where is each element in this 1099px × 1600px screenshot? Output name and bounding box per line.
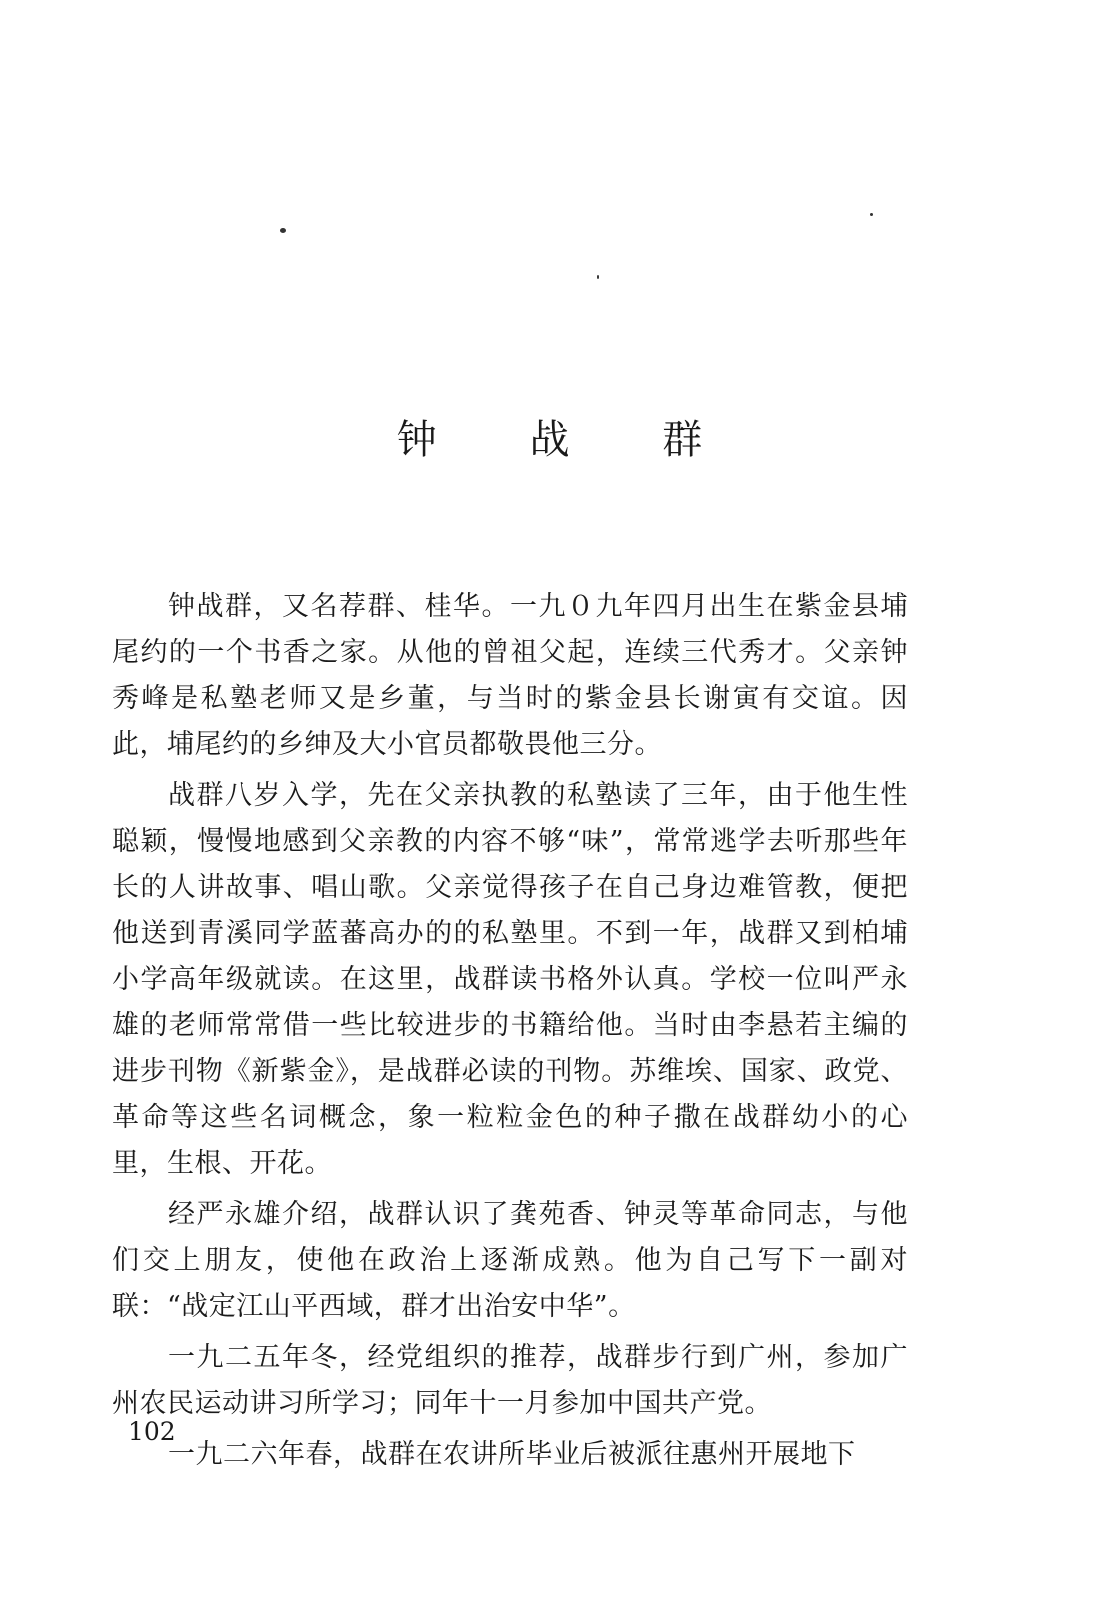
paragraph: 经严永雄介绍，战群认识了龚苑香、钟灵等革命同志，与他们交上朋友，使他在政治上逐渐成熟。他为自己写下一副对联：“战定江山平西域，群才出治安中华”。 [112,1199,908,1322]
paragraph: 战群八岁入学，先在父亲执教的私塾读了三年，由于他生性聪颖，慢慢地感到父亲教的内容不够“味”，常常逃学去听那些年长的人讲故事、唱山歌。父亲觉得孩子在自己身边难管教，便把他送到青溪同学蓝蕃高办的的私塾里。不到一年，战群又到柏埔小学高年级就读。在这里，战群读书格外认真。学校一位叫严永雄的老师常常借一些比较进步的书籍给他。当时由李悬若主编的进步刊物《新紫金》，是战群必读的刊物。苏维埃、国家、政党、革命等这些名词概念，象一粒粒金色的种子撒在战群幼小的心里，生根、开花。 [112,780,908,1179]
paragraph: 一九二六年春，战群在农讲所毕业后被派往惠州开展地下 [168,1439,856,1470]
paragraph: 一九二五年冬，经党组织的推荐，战群步行到广州，参加广州农民运动讲习所学习；同年十一月参加中国共产党。 [112,1342,908,1419]
paragraph: 钟战群，又名荐群、桂华。一九０九年四月出生在紫金县埔尾约的一个书香之家。从他的曾祖父起，连续三代秀才。父亲钟秀峰是私塾老师又是乡董，与当时的紫金县长谢寅有交谊。因此，埔尾约的乡绅及大小官员都敬畏他三分。 [112,591,908,760]
page-number: 102 [128,1417,176,1446]
scan-speck [280,228,286,233]
page-title: 钟 战 群 [396,417,743,463]
scan-speck [597,275,599,279]
scan-speck [870,213,873,216]
article-body [112,584,908,1483]
